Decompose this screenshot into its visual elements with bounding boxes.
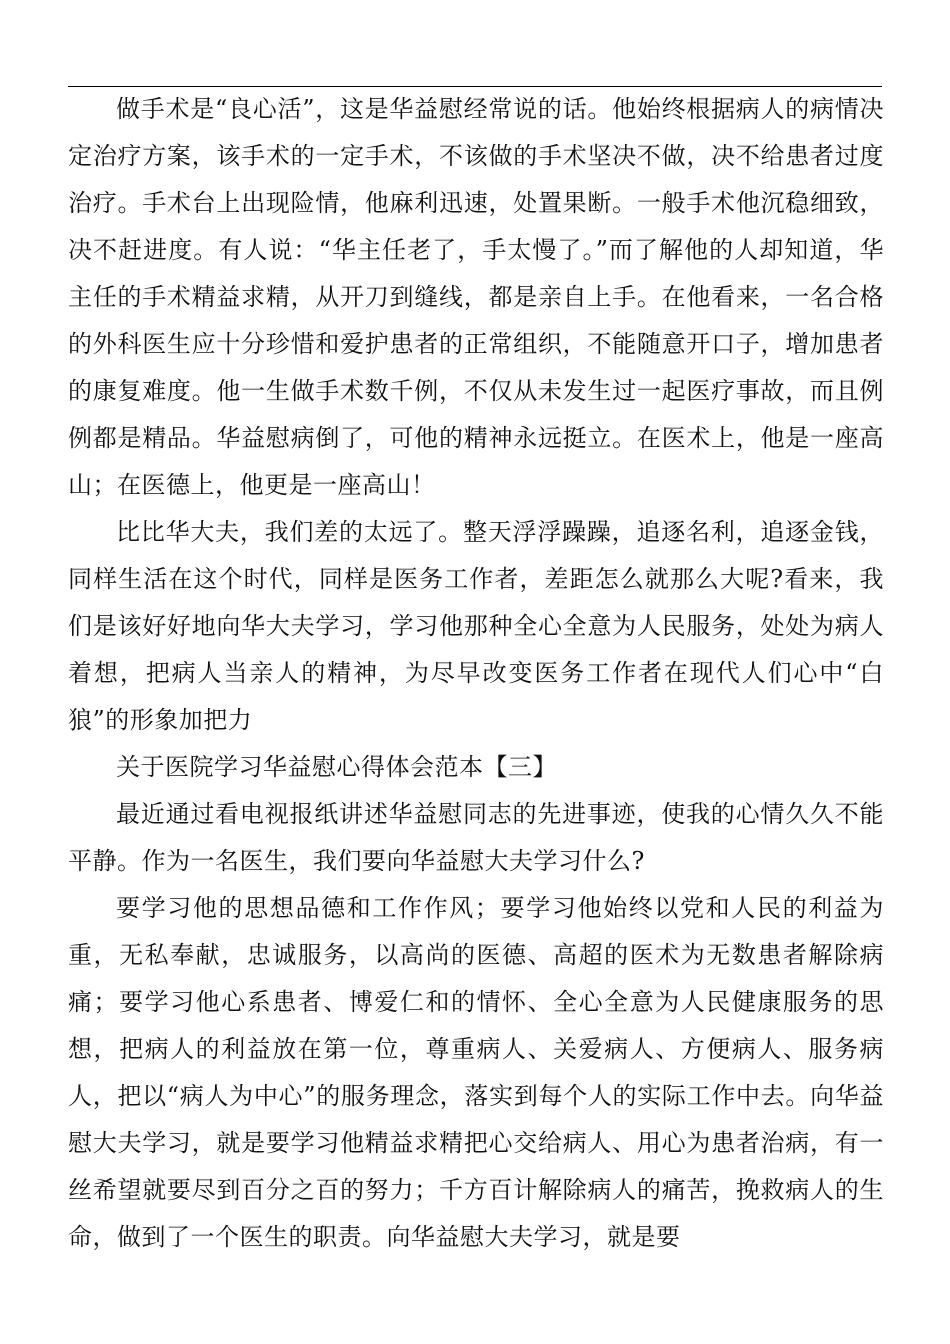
paragraph-intro: 最近通过看电视报纸讲述华益慰同志的先进事迹，使我的心情久久不能平静。作为一名医生，我们要向华益慰大夫学习什么? xyxy=(68,800,884,875)
document-body xyxy=(68,86,884,1261)
paragraph-surgery: 做手术是“良心活”，这是华益慰经常说的话。他始终根据病人的病情决定治疗方案，该手术的一定手术，不该做的手术坚决不做，决不给患者过度治疗。手术台上出现险情，他麻利迅速，处置果断。一般手术他沉稳细致，决不赶进度。有人说：“华主任老了，手太慢了。”而了解他的人却知道，华主任的手术精益求精，从开刀到缝线，都是亲自上手。在他看来，一名合格的外科医生应十分珍惜和爱护患者的正常组织，不能随意开口子，增加患者的康复难度。他一生做手术数千例，不仅从未发生过一起医疗事故，而且例例都是精品。华益慰病倒了，可他的精神永远挺立。在医术上，他是一座高山；在医德上，他更是一座高山！ xyxy=(68,95,884,499)
paragraph-comparison: 比比华大夫，我们差的太远了。整天浮浮躁躁，追逐名利，追逐金钱，同样生活在这个时代，同样是医务工作者，差距怎么就那么大呢?看来，我们是该好好地向华大夫学习，学习他那种全心全意为人民服务，处处为病人着想，把病人当亲人的精神，为尽早改变医务工作者在现代人们心中“白狼”的形象加把力 xyxy=(68,518,884,734)
paragraph-learning: 要学习他的思想品德和工作作风；要学习他始终以党和人民的利益为重，无私奉献，忠诚服务，以高尚的医德、高超的医术为无数患者解除病痛；要学习他心系患者、博爱仁和的情怀、全心全意为人民健康服务的思想，把病人的利益放在第一位，尊重病人、关爱病人、方便病人、服务病人，把以“病人为中心”的服务理念，落实到每个人的实际工作中去。向华益慰大夫学习，就是要学习他精益求精把心交给病人、用心为患者治病，有一丝希望就要尽到百分之百的努力；千方百计解除病人的痛苦，挽救病人的生命，做到了一个医生的职责。向华益慰大夫学习，就是要 xyxy=(68,894,884,1251)
section-title: 关于医院学习华益慰心得体会范本【三】 xyxy=(116,753,557,781)
